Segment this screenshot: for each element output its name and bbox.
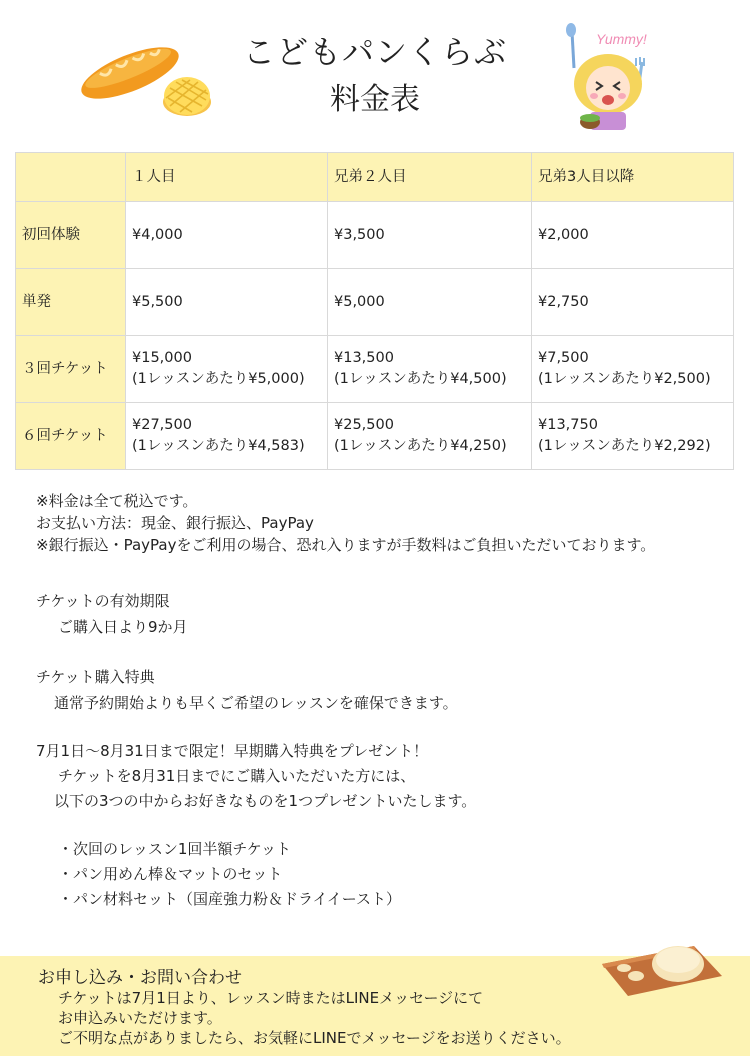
tax-note: ※料金は全て税込です。	[36, 492, 198, 510]
header-cell-second-sibling: 兄弟２人目	[328, 153, 532, 202]
header-cell-third-sibling: 兄弟3人目以降	[532, 153, 734, 202]
table-row	[16, 202, 734, 269]
row-label: 初回体験	[16, 202, 126, 269]
per-lesson-price: (1レッスンあたり¥4,583)	[132, 438, 305, 454]
row-label: ３回チケット	[16, 336, 126, 403]
price-cell	[328, 403, 532, 470]
validity-text: ご購入日より9か月	[58, 618, 188, 636]
per-lesson-price: (1レッスンあたり¥2,500)	[538, 371, 711, 387]
page-subtitle: 料金表	[330, 82, 420, 117]
contact-line-3: ご不明な点がありましたら、お気軽にLINEでメッセージをお送りください。	[58, 1029, 571, 1047]
price: ¥5,000	[334, 293, 385, 310]
validity-title: チケットの有効期限	[36, 592, 170, 610]
per-lesson-price: (1レッスンあたり¥5,000)	[132, 371, 305, 387]
per-lesson-price: (1レッスンあたり¥4,250)	[334, 438, 507, 454]
price: ¥13,750	[538, 417, 598, 433]
table-row	[16, 403, 734, 470]
page-title: こどもパンくらぶ	[242, 33, 507, 71]
price-cell	[126, 336, 328, 403]
gift-item: ・パン材料セット（国産強力粉＆ドライイースト）	[58, 890, 402, 908]
price: ¥27,500	[132, 417, 192, 433]
header-cell-first-child: １人目	[126, 153, 328, 202]
price-cell	[532, 202, 734, 269]
per-lesson-price: (1レッスンあたり¥2,292)	[538, 438, 711, 454]
contact-line-2: お申込みいただけます。	[58, 1009, 222, 1027]
price-cell	[532, 336, 734, 403]
price: ¥2,000	[538, 226, 589, 243]
table-row	[16, 336, 734, 403]
benefit-title: チケット購入特典	[36, 668, 155, 686]
price: ¥13,500	[334, 350, 394, 366]
price: ¥7,500	[538, 350, 589, 366]
price: ¥4,000	[132, 226, 183, 243]
title-block	[0, 30, 750, 122]
price-cell	[126, 269, 328, 336]
price-cell	[328, 269, 532, 336]
contact-line-1: チケットは7月1日より、レッスン時またはLINEメッセージにて	[58, 989, 484, 1007]
price-cell	[328, 202, 532, 269]
price: ¥5,500	[132, 293, 183, 310]
table-header-row	[16, 153, 734, 202]
per-lesson-price: (1レッスンあたり¥4,500)	[334, 371, 507, 387]
price-cell	[532, 269, 734, 336]
gift-item: ・次回のレッスン1回半額チケット	[58, 840, 292, 858]
payment-methods: お支払い方法：現金、銀行振込、PayPay	[36, 514, 314, 532]
row-label: ６回チケット	[16, 403, 126, 470]
price: ¥2,750	[538, 293, 589, 310]
fee-note: ※銀行振込・PayPayをご利用の場合、恐れ入りますが手数料はご負担いただいております。	[36, 536, 656, 554]
row-label: 単発	[16, 269, 126, 336]
table-row	[16, 269, 734, 336]
campaign-text-2: 以下の3つの中からお好きなものを1つプレゼントいたします。	[54, 792, 477, 810]
benefit-text: 通常予約開始よりも早くご希望のレッスンを確保できます。	[54, 694, 458, 712]
price-cell	[126, 403, 328, 470]
contact-title: お申し込み・お問い合わせ	[38, 968, 242, 988]
price-cell	[328, 336, 532, 403]
price-cell	[532, 403, 734, 470]
gift-item: ・パン用めん棒＆マットのセット	[58, 865, 283, 883]
bread-dough-icon	[598, 936, 724, 998]
campaign-text-1: チケットを8月31日までにご購入いただいた方には、	[58, 767, 416, 785]
price-table	[15, 152, 734, 470]
price-cell	[126, 202, 328, 269]
notes-section	[36, 490, 750, 910]
campaign-title: 7月1日～8月31日まで限定！早期購入特典をプレゼント！	[36, 742, 429, 760]
price: ¥3,500	[334, 226, 385, 243]
header-cell-empty	[16, 153, 126, 202]
price: ¥25,500	[334, 417, 394, 433]
price: ¥15,000	[132, 350, 192, 366]
yummy-sticker-text: Yummy!	[596, 31, 647, 47]
